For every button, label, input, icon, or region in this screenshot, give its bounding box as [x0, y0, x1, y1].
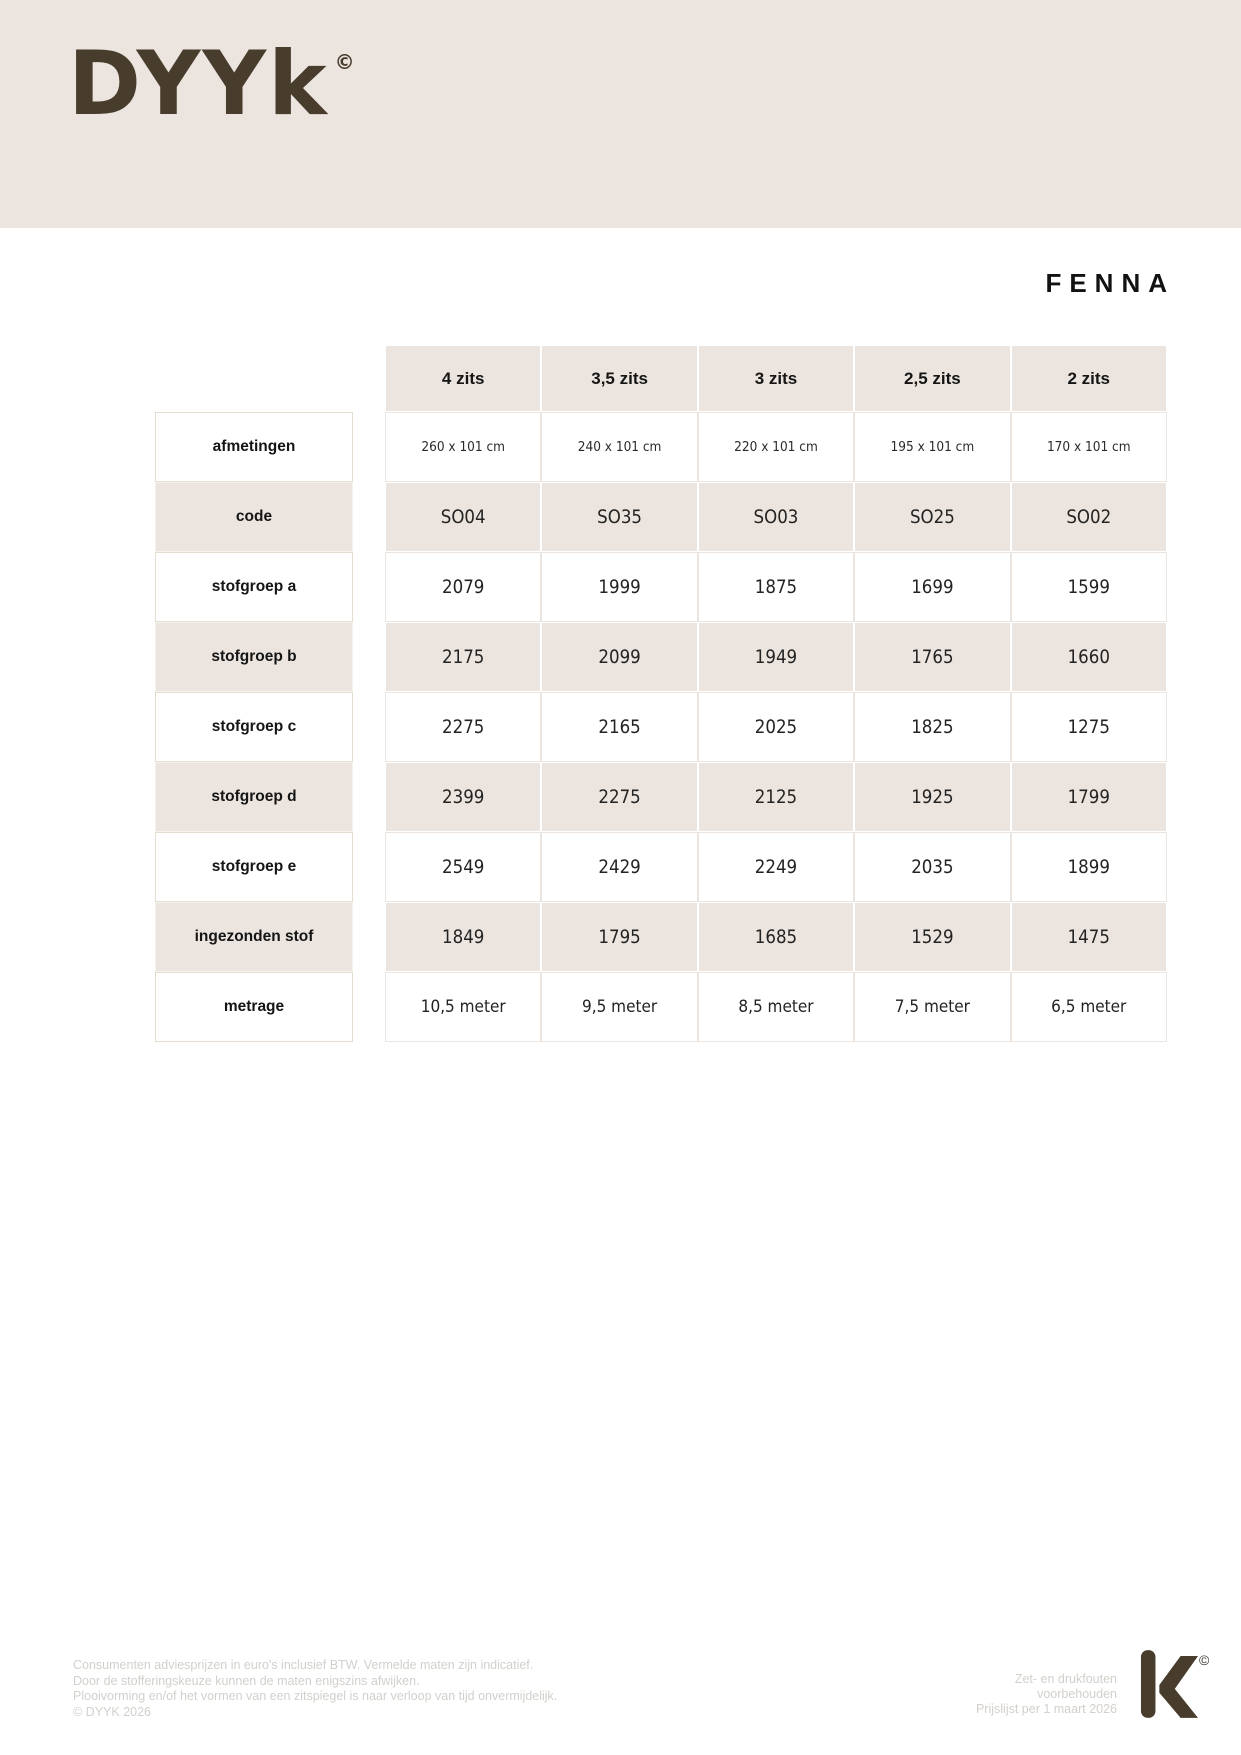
row-label: code	[155, 482, 353, 552]
header-band	[0, 0, 1241, 228]
copyright-icon: ©	[334, 50, 355, 74]
price-cell: 2549	[385, 832, 541, 902]
price-cell: 1949	[698, 622, 854, 692]
price-cell: 1660	[1011, 622, 1167, 692]
page-title: FENNA	[1045, 268, 1175, 298]
price-cell: 1529	[854, 902, 1010, 972]
price-cell: 2429	[541, 832, 697, 902]
column-header: 2 zits	[1011, 345, 1167, 412]
price-cell: 8,5 meter	[698, 972, 854, 1042]
price-cell: 7,5 meter	[854, 972, 1010, 1042]
footer-disclaimer-line: © DYYK 2026	[73, 1704, 152, 1719]
row-label: stofgroep a	[155, 552, 353, 622]
price-cell: 10,5 meter	[385, 972, 541, 1042]
footer-disclaimer-line: Door de stofferingskeuze kunnen de maten enigszins afwijken.	[73, 1673, 420, 1688]
price-cell: 260 x 101 cm	[385, 412, 541, 482]
price-table	[155, 345, 1167, 1042]
price-cell: 2125	[698, 762, 854, 832]
price-cell: 240 x 101 cm	[541, 412, 697, 482]
brand-mark-icon	[1140, 1650, 1198, 1718]
price-cell: 2035	[854, 832, 1010, 902]
price-cell: 1999	[541, 552, 697, 622]
price-cell: 1795	[541, 902, 697, 972]
price-cell: 1599	[1011, 552, 1167, 622]
price-cell: 1699	[854, 552, 1010, 622]
footer-disclaimer	[73, 1658, 557, 1720]
row-label: stofgroep e	[155, 832, 353, 902]
price-cell: 1899	[1011, 832, 1167, 902]
row-label: afmetingen	[155, 412, 353, 482]
price-cell: 195 x 101 cm	[854, 412, 1010, 482]
price-cell: SO04	[385, 482, 541, 552]
price-cell: 1849	[385, 902, 541, 972]
price-cell: SO25	[854, 482, 1010, 552]
row-label: stofgroep c	[155, 692, 353, 762]
price-cell: 2249	[698, 832, 854, 902]
price-cell: 1799	[1011, 762, 1167, 832]
price-cell: 1685	[698, 902, 854, 972]
price-cell: 1765	[854, 622, 1010, 692]
footer-note-line: Prijslijst per 1 maart 2026	[975, 1702, 1117, 1716]
price-cell: 2025	[698, 692, 854, 762]
column-header: 3 zits	[698, 345, 854, 412]
row-label: ingezonden stof	[155, 902, 353, 972]
price-cell: SO35	[541, 482, 697, 552]
price-cell: 2165	[541, 692, 697, 762]
brand-logo-text: DYYk	[68, 32, 329, 135]
row-label: metrage	[155, 972, 353, 1042]
price-cell: 2275	[541, 762, 697, 832]
price-cell: 1475	[1011, 902, 1167, 972]
price-cell: 220 x 101 cm	[698, 412, 854, 482]
price-cell: 2175	[385, 622, 541, 692]
footer-disclaimer-line: Consumenten adviesprijzen in euro's inclusief BTW. Vermelde maten zijn indicatief.	[73, 1658, 534, 1672]
column-header: 3,5 zits	[541, 345, 697, 412]
footer-disclaimer-line: Plooivorming en/of het vormen van een zitspiegel is naar verloop van tijd onvermijdelijk.	[73, 1689, 558, 1703]
footer-note-line: Zet- en drukfouten	[1014, 1672, 1117, 1686]
column-header: 4 zits	[385, 345, 541, 412]
price-cell: 9,5 meter	[541, 972, 697, 1042]
column-header: 2,5 zits	[854, 345, 1010, 412]
brand-logo	[68, 32, 355, 135]
price-cell: 1925	[854, 762, 1010, 832]
price-cell: SO03	[698, 482, 854, 552]
footer-note	[976, 1672, 1117, 1717]
price-cell: 170 x 101 cm	[1011, 412, 1167, 482]
price-cell: 6,5 meter	[1011, 972, 1167, 1042]
mark-copyright-icon: ©	[1199, 1652, 1210, 1668]
price-cell: SO02	[1011, 482, 1167, 552]
price-cell: 1825	[854, 692, 1010, 762]
price-cell: 2099	[541, 622, 697, 692]
price-cell: 1875	[698, 552, 854, 622]
row-label: stofgroep b	[155, 622, 353, 692]
row-label: stofgroep d	[155, 762, 353, 832]
price-cell: 2079	[385, 552, 541, 622]
footer-note-line: voorbehouden	[1037, 1687, 1117, 1701]
price-cell: 2399	[385, 762, 541, 832]
price-cell: 2275	[385, 692, 541, 762]
price-cell: 1275	[1011, 692, 1167, 762]
